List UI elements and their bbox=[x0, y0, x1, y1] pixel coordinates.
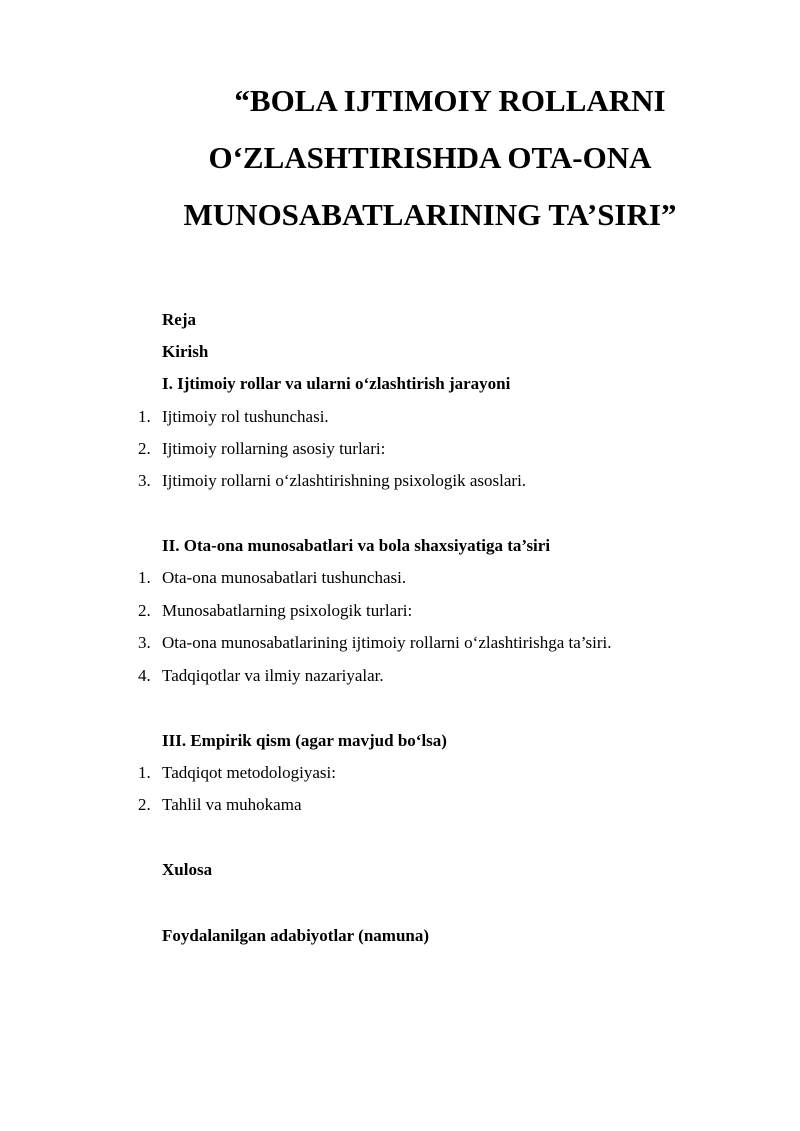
list-item-number: 2. bbox=[138, 795, 151, 814]
list-item-number: 2. bbox=[138, 601, 151, 620]
title-line-3: MUNOSABATLARINING TA’SIRI” bbox=[183, 197, 677, 232]
list-item-number: 2. bbox=[138, 439, 151, 458]
list-item-text: Tadqiqotlar va ilmiy nazariyalar. bbox=[162, 666, 384, 685]
references-heading: Foydalanilgan adabiyotlar (namuna) bbox=[162, 926, 430, 945]
kirish-heading: Kirish bbox=[162, 342, 209, 361]
list-item-text: Ijtimoiy rollarning asosiy turlari: bbox=[162, 439, 386, 458]
list-item-text: Ota-ona munosabatlari tushunchasi. bbox=[162, 568, 407, 587]
list-item bbox=[138, 470, 526, 492]
list-item-text: Ota-ona munosabatlarining ijtimoiy rollarni o‘zlashtirishga ta’siri. bbox=[162, 633, 612, 652]
list-item-text: Tadqiqot metodologiyasi: bbox=[162, 763, 336, 782]
list-item-text: Munosabatlarning psixologik turlari: bbox=[162, 601, 413, 620]
list-item bbox=[138, 762, 336, 784]
list-item-number: 1. bbox=[138, 763, 151, 782]
list-item-number: 1. bbox=[138, 407, 151, 426]
list-item bbox=[138, 600, 412, 622]
section-2-heading: II. Ota-ona munosabatlari va bola shaxsiyatiga ta’siri bbox=[162, 536, 551, 555]
title-line-2: O‘ZLASHTIRISHDA OTA-ONA bbox=[208, 140, 652, 175]
list-item-text: Tahlil va muhokama bbox=[162, 795, 302, 814]
list-item bbox=[138, 794, 302, 816]
xulosa-heading: Xulosa bbox=[162, 860, 213, 879]
title-line-1: “BOLA IJTIMOIY ROLLARNI bbox=[234, 83, 666, 118]
list-item bbox=[138, 665, 384, 687]
list-item bbox=[138, 438, 385, 460]
list-item bbox=[138, 406, 329, 428]
list-item-number: 1. bbox=[138, 568, 151, 587]
reja-heading: Reja bbox=[162, 310, 196, 329]
list-item bbox=[138, 567, 406, 589]
list-item-number: 4. bbox=[138, 666, 151, 685]
list-item-number: 3. bbox=[138, 471, 151, 490]
list-item-text: Ijtimoiy rollarni o‘zlashtirishning psixologik asoslari. bbox=[162, 471, 527, 490]
list-item-number: 3. bbox=[138, 633, 151, 652]
list-item-text: Ijtimoiy rol tushunchasi. bbox=[162, 407, 329, 426]
document-title bbox=[120, 72, 740, 243]
section-3-heading: III. Empirik qism (agar mavjud bo‘lsa) bbox=[162, 731, 447, 750]
section-1-heading: I. Ijtimoiy rollar va ularni o‘zlashtirish jarayoni bbox=[162, 374, 511, 393]
list-item bbox=[138, 632, 611, 654]
